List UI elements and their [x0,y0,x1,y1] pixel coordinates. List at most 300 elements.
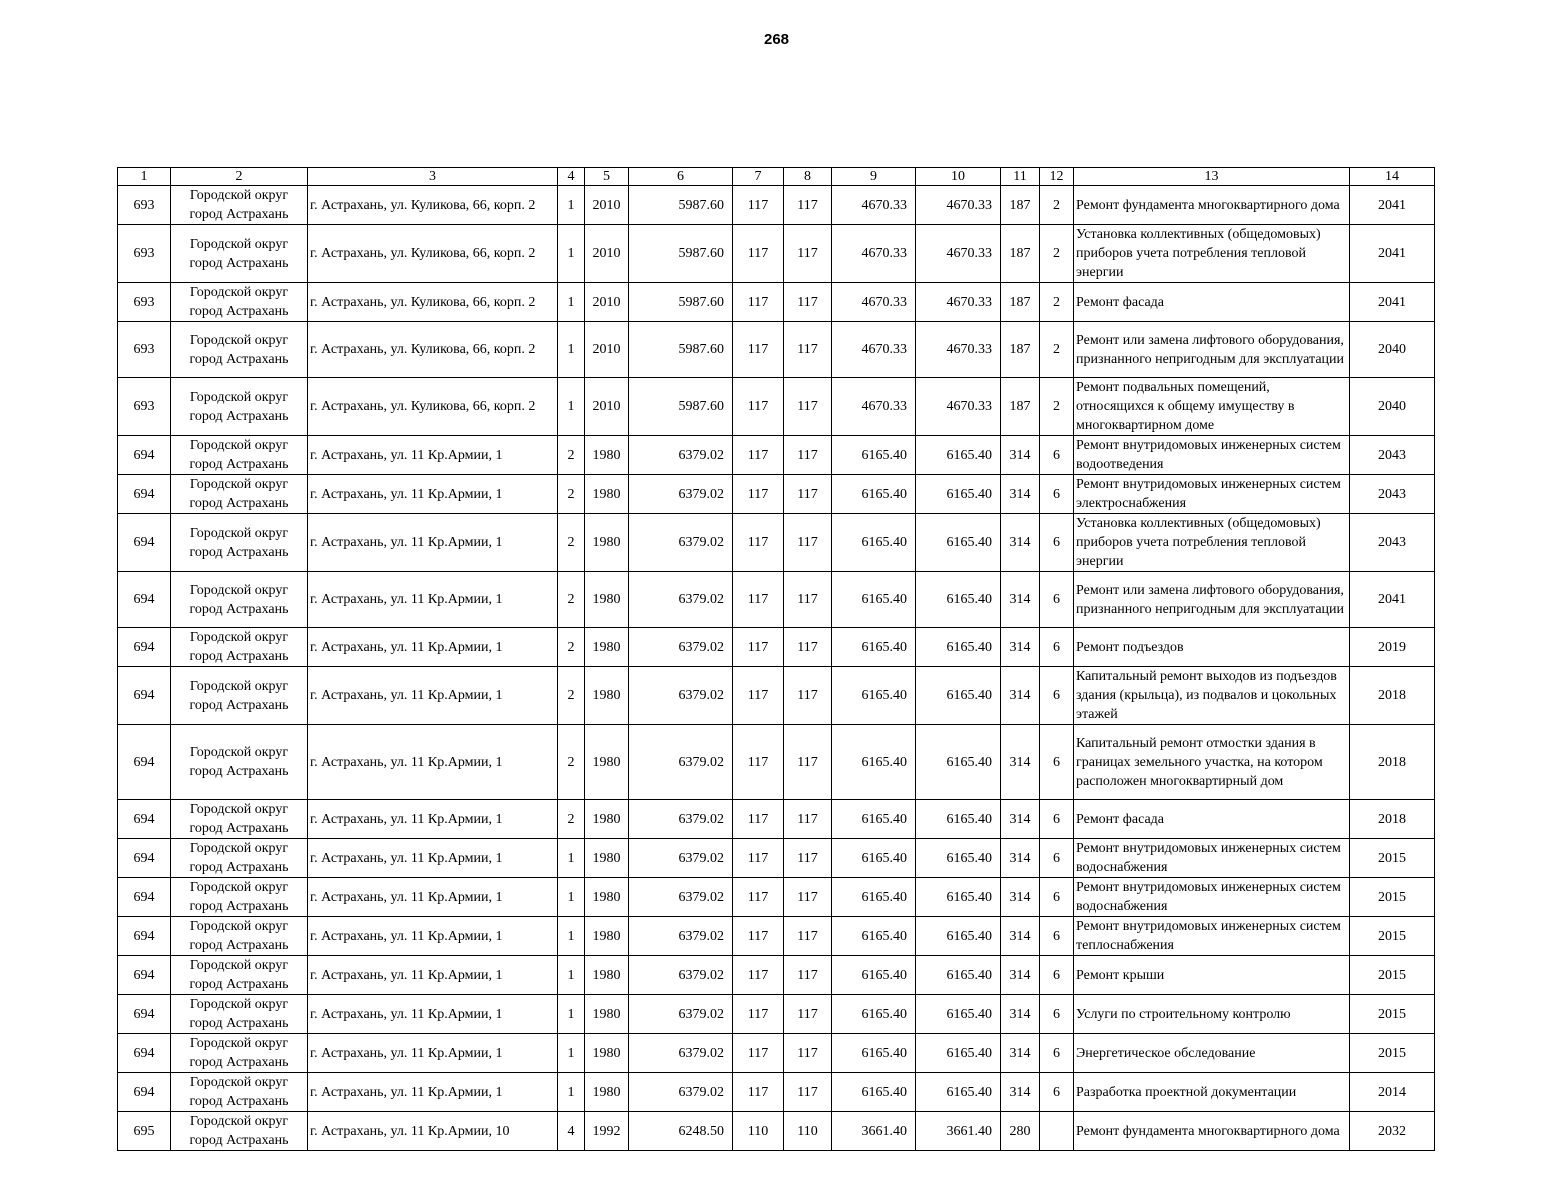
col9-cell: 6165.40 [832,839,916,878]
work-type-cell: Ремонт внутридомовых инженерных систем электроснабжения [1074,475,1350,514]
row-number: 693 [118,186,171,225]
col10-cell: 6165.40 [916,878,1001,917]
col7-cell: 117 [733,667,784,725]
area-cell: 6379.02 [629,436,733,475]
municipality-cell: Городской округ город Астрахань [171,956,308,995]
municipality-cell: Городской округ город Астрахань [171,667,308,725]
col9-cell: 4670.33 [832,225,916,283]
col4-cell: 1 [558,283,585,322]
col4-cell: 2 [558,475,585,514]
col12-cell: 6 [1040,572,1074,628]
col12-cell: 6 [1040,800,1074,839]
column-header: 12 [1040,168,1074,186]
area-cell: 6379.02 [629,878,733,917]
col8-cell: 117 [784,283,832,322]
col12-cell: 6 [1040,475,1074,514]
col10-cell: 6165.40 [916,667,1001,725]
table-row [118,800,1435,839]
area-cell: 6379.02 [629,917,733,956]
area-cell: 6379.02 [629,628,733,667]
address-cell: г. Астрахань, ул. 11 Кр.Армии, 1 [308,475,558,514]
col12-cell: 2 [1040,186,1074,225]
planned-year-cell: 2040 [1350,378,1435,436]
work-type-cell: Ремонт внутридомовых инженерных систем водоснабжения [1074,839,1350,878]
col9-cell: 6165.40 [832,995,916,1034]
table-row [118,475,1435,514]
col8-cell: 117 [784,475,832,514]
column-header: 9 [832,168,916,186]
planned-year-cell: 2043 [1350,475,1435,514]
col9-cell: 6165.40 [832,800,916,839]
col7-cell: 117 [733,1073,784,1112]
col7-cell: 117 [733,839,784,878]
table-row [118,186,1435,225]
year-cell: 1980 [585,514,629,572]
col4-cell: 2 [558,628,585,667]
municipality-cell: Городской округ город Астрахань [171,436,308,475]
col8-cell: 117 [784,225,832,283]
table-row [118,225,1435,283]
col10-cell: 6165.40 [916,572,1001,628]
col11-cell: 314 [1001,514,1040,572]
col10-cell: 6165.40 [916,1034,1001,1073]
col9-cell: 6165.40 [832,725,916,800]
year-cell: 1980 [585,995,629,1034]
address-cell: г. Астрахань, ул. 11 Кр.Армии, 1 [308,800,558,839]
year-cell: 2010 [585,225,629,283]
year-cell: 1980 [585,628,629,667]
area-cell: 5987.60 [629,283,733,322]
col9-cell: 4670.33 [832,322,916,378]
table-row [118,839,1435,878]
col11-cell: 314 [1001,436,1040,475]
column-header: 2 [171,168,308,186]
year-cell: 1980 [585,1073,629,1112]
col12-cell: 6 [1040,725,1074,800]
col8-cell: 117 [784,878,832,917]
col12-cell: 6 [1040,628,1074,667]
col10-cell: 6165.40 [916,1073,1001,1112]
year-cell: 1980 [585,436,629,475]
area-cell: 6248.50 [629,1112,733,1151]
work-type-cell: Ремонт фундамента многоквартирного дома [1074,1112,1350,1151]
col11-cell: 314 [1001,956,1040,995]
col12-cell: 2 [1040,378,1074,436]
row-number: 694 [118,436,171,475]
area-cell: 5987.60 [629,322,733,378]
year-cell: 1980 [585,475,629,514]
col7-cell: 117 [733,514,784,572]
planned-year-cell: 2015 [1350,995,1435,1034]
col4-cell: 1 [558,839,585,878]
work-type-cell: Установка коллективных (общедомовых) приборов учета потребления тепловой энергии [1074,514,1350,572]
area-cell: 5987.60 [629,378,733,436]
col11-cell: 314 [1001,475,1040,514]
planned-year-cell: 2041 [1350,572,1435,628]
col12-cell: 6 [1040,917,1074,956]
table-row [118,378,1435,436]
row-number: 693 [118,322,171,378]
work-type-cell: Ремонт или замена лифтового оборудования, признанного непригодным для эксплуатации [1074,572,1350,628]
col12-cell: 6 [1040,956,1074,995]
col12-cell: 6 [1040,436,1074,475]
address-cell: г. Астрахань, ул. 11 Кр.Армии, 1 [308,995,558,1034]
column-header: 6 [629,168,733,186]
col4-cell: 1 [558,1073,585,1112]
row-number: 693 [118,225,171,283]
work-type-cell: Ремонт подвальных помещений, относящихся к общему имуществу в многоквартирном доме [1074,378,1350,436]
col4-cell: 1 [558,917,585,956]
col10-cell: 6165.40 [916,800,1001,839]
col11-cell: 187 [1001,186,1040,225]
planned-year-cell: 2018 [1350,725,1435,800]
col4-cell: 4 [558,1112,585,1151]
municipality-cell: Городской округ город Астрахань [171,186,308,225]
municipality-cell: Городской округ город Астрахань [171,378,308,436]
col7-cell: 110 [733,1112,784,1151]
col12-cell: 6 [1040,878,1074,917]
municipality-cell: Городской округ город Астрахань [171,917,308,956]
table-row [118,322,1435,378]
col4-cell: 1 [558,956,585,995]
year-cell: 1980 [585,725,629,800]
col9-cell: 6165.40 [832,667,916,725]
address-cell: г. Астрахань, ул. 11 Кр.Армии, 1 [308,628,558,667]
col9-cell: 4670.33 [832,378,916,436]
col10-cell: 6165.40 [916,514,1001,572]
table-row [118,917,1435,956]
col9-cell: 3661.40 [832,1112,916,1151]
col9-cell: 6165.40 [832,628,916,667]
year-cell: 2010 [585,186,629,225]
municipality-cell: Городской округ город Астрахань [171,995,308,1034]
municipality-cell: Городской округ город Астрахань [171,475,308,514]
municipality-cell: Городской округ город Астрахань [171,1112,308,1151]
work-type-cell: Ремонт внутридомовых инженерных систем водоотведения [1074,436,1350,475]
work-type-cell: Разработка проектной документации [1074,1073,1350,1112]
work-type-cell: Установка коллективных (общедомовых) приборов учета потребления тепловой энергии [1074,225,1350,283]
year-cell: 1980 [585,800,629,839]
column-header: 8 [784,168,832,186]
col4-cell: 2 [558,436,585,475]
row-number: 694 [118,995,171,1034]
municipality-cell: Городской округ город Астрахань [171,839,308,878]
col7-cell: 117 [733,322,784,378]
col12-cell: 2 [1040,322,1074,378]
planned-year-cell: 2015 [1350,917,1435,956]
col11-cell: 314 [1001,667,1040,725]
column-header: 1 [118,168,171,186]
table-row [118,956,1435,995]
col11-cell: 314 [1001,839,1040,878]
table-row [118,725,1435,800]
table-body [118,186,1435,1151]
year-cell: 2010 [585,283,629,322]
col10-cell: 4670.33 [916,283,1001,322]
municipality-cell: Городской округ город Астрахань [171,800,308,839]
col12-cell: 2 [1040,283,1074,322]
col4-cell: 2 [558,572,585,628]
row-number: 694 [118,667,171,725]
col8-cell: 117 [784,1073,832,1112]
row-number: 694 [118,839,171,878]
col10-cell: 6165.40 [916,839,1001,878]
col9-cell: 4670.33 [832,186,916,225]
col8-cell: 117 [784,667,832,725]
planned-year-cell: 2015 [1350,956,1435,995]
table-row [118,1112,1435,1151]
col8-cell: 117 [784,514,832,572]
col10-cell: 4670.33 [916,225,1001,283]
planned-year-cell: 2019 [1350,628,1435,667]
work-type-cell: Ремонт фасада [1074,800,1350,839]
planned-year-cell: 2014 [1350,1073,1435,1112]
work-type-cell: Капитальный ремонт выходов из подъездов здания (крыльца), из подвалов и цокольных этажей [1074,667,1350,725]
page-number: 268 [763,31,790,48]
col7-cell: 117 [733,878,784,917]
col7-cell: 117 [733,186,784,225]
planned-year-cell: 2040 [1350,322,1435,378]
area-cell: 6379.02 [629,800,733,839]
address-cell: г. Астрахань, ул. Куликова, 66, корп. 2 [308,378,558,436]
work-type-cell: Ремонт подъездов [1074,628,1350,667]
col7-cell: 117 [733,475,784,514]
col11-cell: 187 [1001,225,1040,283]
col9-cell: 4670.33 [832,283,916,322]
planned-year-cell: 2018 [1350,667,1435,725]
col7-cell: 117 [733,572,784,628]
address-cell: г. Астрахань, ул. 11 Кр.Армии, 1 [308,839,558,878]
area-cell: 6379.02 [629,667,733,725]
municipality-cell: Городской округ город Астрахань [171,322,308,378]
planned-year-cell: 2041 [1350,225,1435,283]
work-type-cell: Ремонт фундамента многоквартирного дома [1074,186,1350,225]
table-row [118,628,1435,667]
work-type-cell: Ремонт внутридомовых инженерных систем теплоснабжения [1074,917,1350,956]
col7-cell: 117 [733,995,784,1034]
address-cell: г. Астрахань, ул. Куликова, 66, корп. 2 [308,225,558,283]
table-row [118,436,1435,475]
col12-cell: 6 [1040,839,1074,878]
planned-year-cell: 2032 [1350,1112,1435,1151]
col4-cell: 1 [558,995,585,1034]
col8-cell: 117 [784,956,832,995]
col11-cell: 314 [1001,1073,1040,1112]
col7-cell: 117 [733,628,784,667]
area-cell: 6379.02 [629,514,733,572]
col8-cell: 117 [784,378,832,436]
table-row [118,667,1435,725]
col11-cell: 187 [1001,283,1040,322]
row-number: 694 [118,800,171,839]
col11-cell: 187 [1001,378,1040,436]
row-number: 695 [118,1112,171,1151]
col7-cell: 117 [733,725,784,800]
year-cell: 1980 [585,839,629,878]
work-type-cell: Услуги по строительному контролю [1074,995,1350,1034]
area-cell: 6379.02 [629,1073,733,1112]
address-cell: г. Астрахань, ул. Куликова, 66, корп. 2 [308,186,558,225]
col10-cell: 6165.40 [916,436,1001,475]
col12-cell: 6 [1040,514,1074,572]
table-row [118,995,1435,1034]
col8-cell: 117 [784,572,832,628]
col9-cell: 6165.40 [832,1073,916,1112]
col8-cell: 117 [784,628,832,667]
column-header: 13 [1074,168,1350,186]
address-cell: г. Астрахань, ул. 11 Кр.Армии, 1 [308,1034,558,1073]
year-cell: 1980 [585,878,629,917]
row-number: 693 [118,378,171,436]
row-number: 694 [118,917,171,956]
col7-cell: 117 [733,917,784,956]
municipality-cell: Городской округ город Астрахань [171,1034,308,1073]
column-header: 3 [308,168,558,186]
work-type-cell: Ремонт фасада [1074,283,1350,322]
col8-cell: 117 [784,436,832,475]
table-row [118,283,1435,322]
area-cell: 6379.02 [629,839,733,878]
col10-cell: 6165.40 [916,628,1001,667]
work-type-cell: Энергетическое обследование [1074,1034,1350,1073]
address-cell: г. Астрахань, ул. 11 Кр.Армии, 1 [308,725,558,800]
col8-cell: 117 [784,839,832,878]
col9-cell: 6165.40 [832,917,916,956]
col4-cell: 1 [558,1034,585,1073]
col8-cell: 117 [784,1034,832,1073]
area-cell: 6379.02 [629,1034,733,1073]
area-cell: 5987.60 [629,225,733,283]
col7-cell: 117 [733,1034,784,1073]
work-type-cell: Капитальный ремонт отмостки здания в границах земельного участка, на котором расположен многоквартирный дом [1074,725,1350,800]
col10-cell: 6165.40 [916,956,1001,995]
col11-cell: 314 [1001,1034,1040,1073]
col11-cell: 280 [1001,1112,1040,1151]
col10-cell: 6165.40 [916,475,1001,514]
year-cell: 1992 [585,1112,629,1151]
work-type-cell: Ремонт внутридомовых инженерных систем водоснабжения [1074,878,1350,917]
col9-cell: 6165.40 [832,572,916,628]
col10-cell: 4670.33 [916,322,1001,378]
planned-year-cell: 2018 [1350,800,1435,839]
col12-cell: 2 [1040,225,1074,283]
row-number: 694 [118,572,171,628]
address-cell: г. Астрахань, ул. 11 Кр.Армии, 1 [308,878,558,917]
col8-cell: 117 [784,725,832,800]
col11-cell: 314 [1001,878,1040,917]
area-cell: 6379.02 [629,956,733,995]
col10-cell: 4670.33 [916,186,1001,225]
address-cell: г. Астрахань, ул. Куликова, 66, корп. 2 [308,283,558,322]
row-number: 694 [118,1073,171,1112]
year-cell: 1980 [585,667,629,725]
planned-year-cell: 2041 [1350,283,1435,322]
col7-cell: 117 [733,956,784,995]
municipality-cell: Городской округ город Астрахань [171,283,308,322]
row-number: 694 [118,475,171,514]
year-cell: 2010 [585,378,629,436]
municipality-cell: Городской округ город Астрахань [171,725,308,800]
area-cell: 6379.02 [629,995,733,1034]
work-type-cell: Ремонт или замена лифтового оборудования, признанного непригодным для эксплуатации [1074,322,1350,378]
table-row [118,514,1435,572]
col9-cell: 6165.40 [832,956,916,995]
year-cell: 1980 [585,572,629,628]
area-cell: 5987.60 [629,186,733,225]
municipality-cell: Городской округ город Астрахань [171,1073,308,1112]
municipality-cell: Городской округ город Астрахань [171,514,308,572]
col9-cell: 6165.40 [832,514,916,572]
column-header: 10 [916,168,1001,186]
col4-cell: 2 [558,800,585,839]
address-cell: г. Астрахань, ул. 11 Кр.Армии, 1 [308,1073,558,1112]
col9-cell: 6165.40 [832,436,916,475]
col12-cell [1040,1112,1074,1151]
col4-cell: 2 [558,667,585,725]
col7-cell: 117 [733,436,784,475]
row-number: 693 [118,283,171,322]
table-row [118,572,1435,628]
address-cell: г. Астрахань, ул. 11 Кр.Армии, 1 [308,572,558,628]
row-number: 694 [118,956,171,995]
col11-cell: 314 [1001,572,1040,628]
header-row [118,168,1435,186]
area-cell: 6379.02 [629,475,733,514]
row-number: 694 [118,1034,171,1073]
col7-cell: 117 [733,378,784,436]
col12-cell: 6 [1040,1073,1074,1112]
col7-cell: 117 [733,283,784,322]
planned-year-cell: 2015 [1350,878,1435,917]
col8-cell: 117 [784,800,832,839]
col9-cell: 6165.40 [832,475,916,514]
year-cell: 2010 [585,322,629,378]
planned-year-cell: 2041 [1350,186,1435,225]
column-header: 5 [585,168,629,186]
row-number: 694 [118,628,171,667]
data-table [117,167,1435,1151]
col10-cell: 6165.40 [916,725,1001,800]
col8-cell: 117 [784,322,832,378]
area-cell: 6379.02 [629,725,733,800]
col10-cell: 4670.33 [916,378,1001,436]
address-cell: г. Астрахань, ул. 11 Кр.Армии, 1 [308,667,558,725]
planned-year-cell: 2043 [1350,436,1435,475]
address-cell: г. Астрахань, ул. 11 Кр.Армии, 1 [308,436,558,475]
col12-cell: 6 [1040,667,1074,725]
municipality-cell: Городской округ город Астрахань [171,225,308,283]
col9-cell: 6165.40 [832,1034,916,1073]
col11-cell: 314 [1001,628,1040,667]
planned-year-cell: 2043 [1350,514,1435,572]
column-header: 11 [1001,168,1040,186]
year-cell: 1980 [585,1034,629,1073]
row-number: 694 [118,725,171,800]
col7-cell: 117 [733,800,784,839]
col10-cell: 3661.40 [916,1112,1001,1151]
col4-cell: 1 [558,378,585,436]
col11-cell: 187 [1001,322,1040,378]
col12-cell: 6 [1040,995,1074,1034]
area-cell: 6379.02 [629,572,733,628]
col4-cell: 1 [558,878,585,917]
municipality-cell: Городской округ город Астрахань [171,628,308,667]
table-row [118,1034,1435,1073]
col11-cell: 314 [1001,725,1040,800]
address-cell: г. Астрахань, ул. 11 Кр.Армии, 1 [308,956,558,995]
col4-cell: 1 [558,186,585,225]
column-header: 7 [733,168,784,186]
